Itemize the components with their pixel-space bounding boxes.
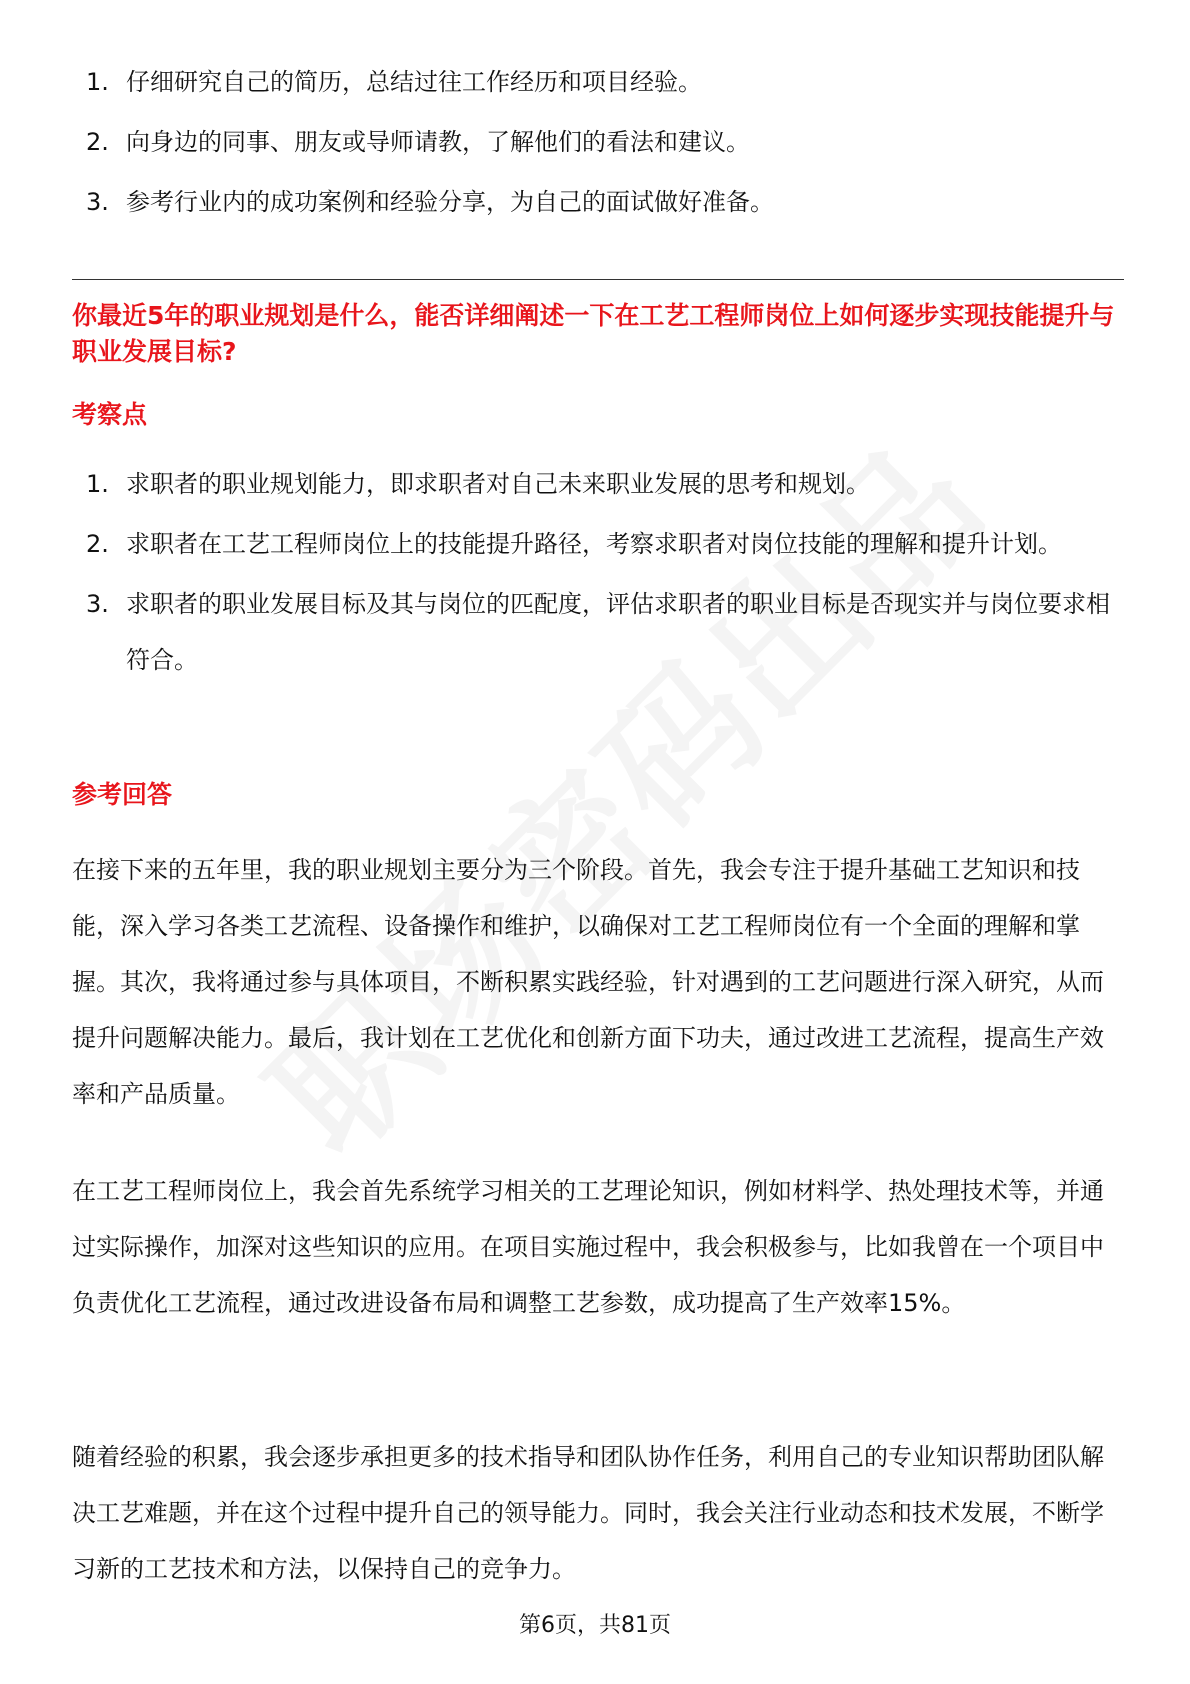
list-item-text: 仔细研究自己的简历，总结过往工作经历和项目经验。: [126, 68, 702, 96]
list-item: [72, 112, 1122, 172]
list-item-text: 求职者在工艺工程师岗位上的技能提升路径，考察求职者对岗位技能的理解和提升计划。: [126, 530, 1062, 558]
considerations-heading: 考察点: [72, 400, 148, 429]
list-item: [72, 576, 1122, 688]
list-item-text: 向身边的同事、朋友或导师请教，了解他们的看法和建议。: [126, 128, 750, 156]
answer-paragraph: 在工艺工程师岗位上，我会首先系统学习相关的工艺理论知识，例如材料学、热处理技术等，并通过实际操作，加深对这些知识的应用。在项目实施过程中，我会积极参与，比如我曾在一个项目中负责优化工艺流程，通过改进设备布局和调整工艺参数，成功提高了生产效率15%。: [72, 1177, 1104, 1317]
list-item: [72, 172, 1122, 232]
list-item: [72, 456, 1122, 512]
list-item-number: 1.: [86, 68, 109, 96]
list-item-number: 1.: [86, 470, 109, 498]
answer-heading: 参考回答: [72, 780, 173, 809]
list-item-number: 3.: [86, 590, 109, 618]
section-divider: [72, 279, 1124, 280]
interview-question: 你最近5年的职业规划是什么，能否详细阐述一下在工艺工程师岗位上如何逐步实现技能提升与职业发展目标?: [72, 301, 1115, 366]
list-item-text: 求职者的职业发展目标及其与岗位的匹配度，评估求职者的职业目标是否现实并与岗位要求相符合。: [126, 590, 1110, 674]
page-footer: 第6页，共81页: [519, 1613, 671, 1638]
prep-tips-list: [72, 52, 1122, 232]
list-item-number: 2.: [86, 530, 109, 558]
list-item: [72, 516, 1122, 572]
list-item: [72, 52, 1122, 112]
list-item-text: 参考行业内的成功案例和经验分享，为自己的面试做好准备。: [126, 188, 774, 216]
answer-paragraph: 在接下来的五年里，我的职业规划主要分为三个阶段。首先，我会专注于提升基础工艺知识和技能，深入学习各类工艺流程、设备操作和维护，以确保对工艺工程师岗位有一个全面的理解和掌握。其次，我将通过参与具体项目，不断积累实践经验，针对遇到的工艺问题进行深入研究，从而提升问题解决能力。最后，我计划在工艺优化和创新方面下功夫，通过改进工艺流程，提高生产效率和产品质量。: [72, 856, 1104, 1108]
answer-paragraph: 随着经验的积累，我会逐步承担更多的技术指导和团队协作任务，利用自己的专业知识帮助团队解决工艺难题，并在这个过程中提升自己的领导能力。同时，我会关注行业动态和技术发展，不断学习新的工艺技术和方法，以保持自己的竞争力。: [72, 1443, 1104, 1583]
list-item-number: 3.: [86, 188, 109, 216]
list-item-text: 求职者的职业规划能力，即求职者对自己未来职业发展的思考和规划。: [126, 470, 870, 498]
considerations-list: [72, 456, 1122, 692]
list-item-number: 2.: [86, 128, 109, 156]
